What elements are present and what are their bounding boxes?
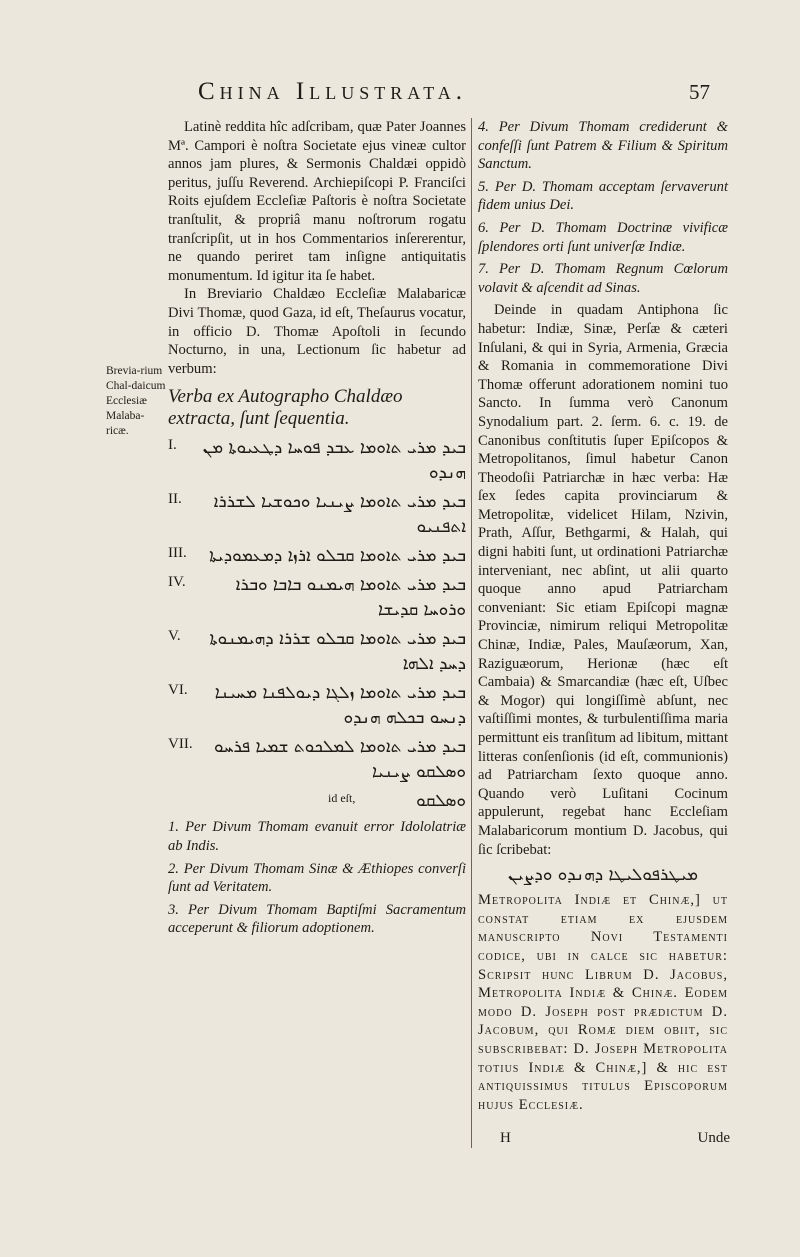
syriac-verse bbox=[168, 627, 466, 677]
margin-note: Brevia-rium Chal-daicum Ecclesiæ Malaba-ricæ. bbox=[106, 365, 166, 437]
syriac-text: ܒܝܕ ܡܪܝ ܬܐܘܡܐ ܠܡܠܟܘܬ ܫܡܝܐ ܦܪܚܘ ܘܣܠܩܘ ܨܝܢܝܐ bbox=[213, 737, 466, 783]
id-est-line bbox=[168, 789, 466, 814]
syriac-verse bbox=[168, 544, 466, 569]
verse-number: IV. bbox=[168, 574, 186, 591]
right-column bbox=[478, 118, 728, 1114]
syriac-verse bbox=[168, 681, 466, 731]
syriac-verse bbox=[168, 490, 466, 540]
column-divider bbox=[471, 118, 472, 1148]
translation-7: 7. Per D. Thomam Regnum Cœlorum volavit & aſcendit ad Sinas. bbox=[478, 261, 728, 296]
signature-mark: H bbox=[500, 1130, 511, 1146]
running-title: China Illustrata. bbox=[198, 78, 468, 105]
page-number: 57 bbox=[689, 80, 710, 104]
translation-3: 3. Per Divum Thomam Baptiſmi Sacramentum acceperunt & filiorum adoptionem. bbox=[168, 901, 466, 937]
syriac-text: ܒܝܕ ܡܪܝ ܬܐܘܡܐ ܨܝܢܝܐ ܘܟܘܫܝܐ ܠܫܪܪܐ ܐܬܦܢܝܘ bbox=[213, 492, 466, 538]
section-heading: Verba ex Autographo Chaldæo extracta, ſunt ſequentia. bbox=[168, 386, 403, 430]
translation-5: 5. Per D. Thomam acceptam ſervaverunt fidem unius Dei. bbox=[478, 178, 728, 214]
syriac-title-line: ܡܝܛܪܦܘܠܝܛܐ ܕܗܢܕܘ ܘܕܨܝܢ bbox=[508, 865, 698, 886]
translation-6: 6. Per D. Thomam Doctrinæ vivificæ ſplendores orti ſunt univerſæ Indiæ. bbox=[478, 219, 728, 255]
syriac-text: ܒܝܕ ܡܪܝ ܬܐܘܡܐ ܥܒܕ ܦܘܚܐ ܕܛܥܝܘܬܐ ܡܢ ܗܢܕܘ bbox=[202, 438, 466, 484]
syriac-text: ܒܝܕ ܡܪܝ ܬܐܘܡܐ ܗܝܡܢܘ ܒܐܒܐ ܘܒܪܐ ܘܪܘܚܐ ܩܕܝܫܐ bbox=[235, 575, 466, 621]
syriac-verse bbox=[168, 573, 466, 623]
verse-number: VII. bbox=[168, 736, 193, 753]
verse-number: II. bbox=[168, 491, 182, 508]
syriac-text: ܒܝܕ ܡܪܝ ܬܐܘܡܐ ܩܒܠܘ ܫܪܪܐ ܕܗܝܡܢܘܬܐ ܕܚܕ ܐܠܗܐ bbox=[209, 629, 466, 675]
translation-4: 4. Per Divum Thomam crediderunt & confeſſi ſunt Patrem & Filium & Spiritum Sanctum. bbox=[478, 119, 728, 173]
id-est: id eſt, bbox=[328, 791, 356, 806]
translation-2: 2. Per Divum Thomam Sinæ & Æthiopes converſi ſunt ad Veritatem. bbox=[168, 860, 466, 896]
paragraph-antiphon: Deinde in quadam Antiphona ſic habetur: Indiæ, Sinæ, Perſæ & cæteri Inſulani, & qui in Syria, Armenia, Græcia & Romania in commemoratione Divi Thomæ offerunt adorationem nomini tuo Sancto. In ſumma verò Canonum Synodalium part. 2. ſerm. 6. c. 19. de Canonibus conſtitutis ſuper Epiſcopos & Metropolitanos, ſimul habetur Canon Theodoſii Patriarchæ in hæc verba: Hæ ſex ſedes capita provinciarum & Metropolitæ, videlicet Hilam, Nzivin, Prath, Aſſur, Bethgarmi, & Halah, qui digni habiti ſunt, ut ordinationi Patriarchæ interveniant, nec abſint, ut alii quarto quoque anno apud Patriarcham conveniant: Sic etiam Epiſcopi magnæ Provinciæ, nimirum reliqui Metropolitæ Chinæ, Indiæ, Pales, Mauſæorum, Xan, Raziguæorum, Herionæ (hæc eſt Cambaia) & Smarcandiæ (hæc eſt, Uſbec & Mogor) qui longiſſimè abſunt, nec vaſtiſſimi montes, & turbulentiſſima maria permittunt eis tranſitum ad libitum, mittant litteras conſenſionis (id eſt, communionis) ad Patriarcham ſexto quoque anno. Quando verò Luſitani Cocinum appulerunt, regebat hanc Eccleſiam Malabaricorum montium D. Jacobus, qui ſic ſcribebat: bbox=[478, 302, 728, 858]
verse-number: I. bbox=[168, 437, 177, 454]
syriac-verse bbox=[168, 436, 466, 486]
syriac-verses bbox=[168, 436, 466, 814]
syriac-text: ܒܝܕ ܡܪܝ ܬܐܘܡܐ ܩܒܠܘ ܐܪܙܐ ܕܡܥܡܘܕܝܬܐ bbox=[209, 546, 466, 567]
page-header bbox=[150, 78, 710, 112]
page-footer bbox=[490, 1130, 730, 1150]
verse-number: III. bbox=[168, 545, 187, 562]
syriac-text: ܒܝܕ ܡܪܝ ܬܐܘܡܐ ܙܠܓܐ ܕܝܘܠܦܢܐ ܡܚܝܢܐ ܕܢܚܘ ܒܟܠܗ ܗܢܕܘ bbox=[214, 683, 466, 729]
left-column bbox=[168, 118, 466, 938]
paragraph-metropolita: Metropolita Indiæ et Chinæ,] ut conſtat etiam ex ejuſdem manuſcripto Novi Teſtamenti codice, ubi in calce ſic habetur: Scripſit hunc Librum D. Jacobus, Metropolita Indiæ & Chinæ. Eodem modo D. Joſeph poſt prædictum D. Jacobum, qui Romæ diem obiit, ſic ſubſcribebat: D. Joſeph Metropolita totius Indiæ & Chinæ,] & hic eſt antiquiſſimus titulus Epiſcoporum hujus Eccleſiæ. bbox=[478, 892, 728, 1113]
translation-1: 1. Per Divum Thomam evanuit error Idololatriæ ab Indis. bbox=[168, 819, 466, 854]
paragraph-breviary: In Breviario Chaldæo Eccleſiæ Malabaricæ Divi Thomæ, quod Gaza, id eſt, Theſaurus vocatur, in officio D. Thomæ Apoſtoli in ſecundo Nocturno, in una, Lectionum ſic habetur ad verbum: bbox=[168, 286, 466, 377]
verse-number: V. bbox=[168, 628, 181, 645]
syriac-verse bbox=[168, 735, 466, 785]
catchword: Unde bbox=[697, 1130, 730, 1146]
verse-number: VI. bbox=[168, 682, 188, 699]
syriac-word: ܘܣܠܩܘ bbox=[416, 791, 466, 812]
paragraph-intro: Latinè reddita hîc adſcribam, quæ Pater Joannes Mª. Campori è noſtra Societate ejus vineæ cultor annos jam plures, & Sermonis Chaldæi oppidò peritus, juſſu Reverend. Archiepiſcopi P. Franciſci Roits ejuſdem Eccleſiæ Paſtoris è noſtra Societate tranſtulit, & propriâ manu noſtrorum rogatu tranſcripſit, ut in hos Commentarios inſererentur, ne quando periret tam inſigne antiquitatis monumentum. Id igitur ita ſe habet. bbox=[168, 119, 466, 284]
